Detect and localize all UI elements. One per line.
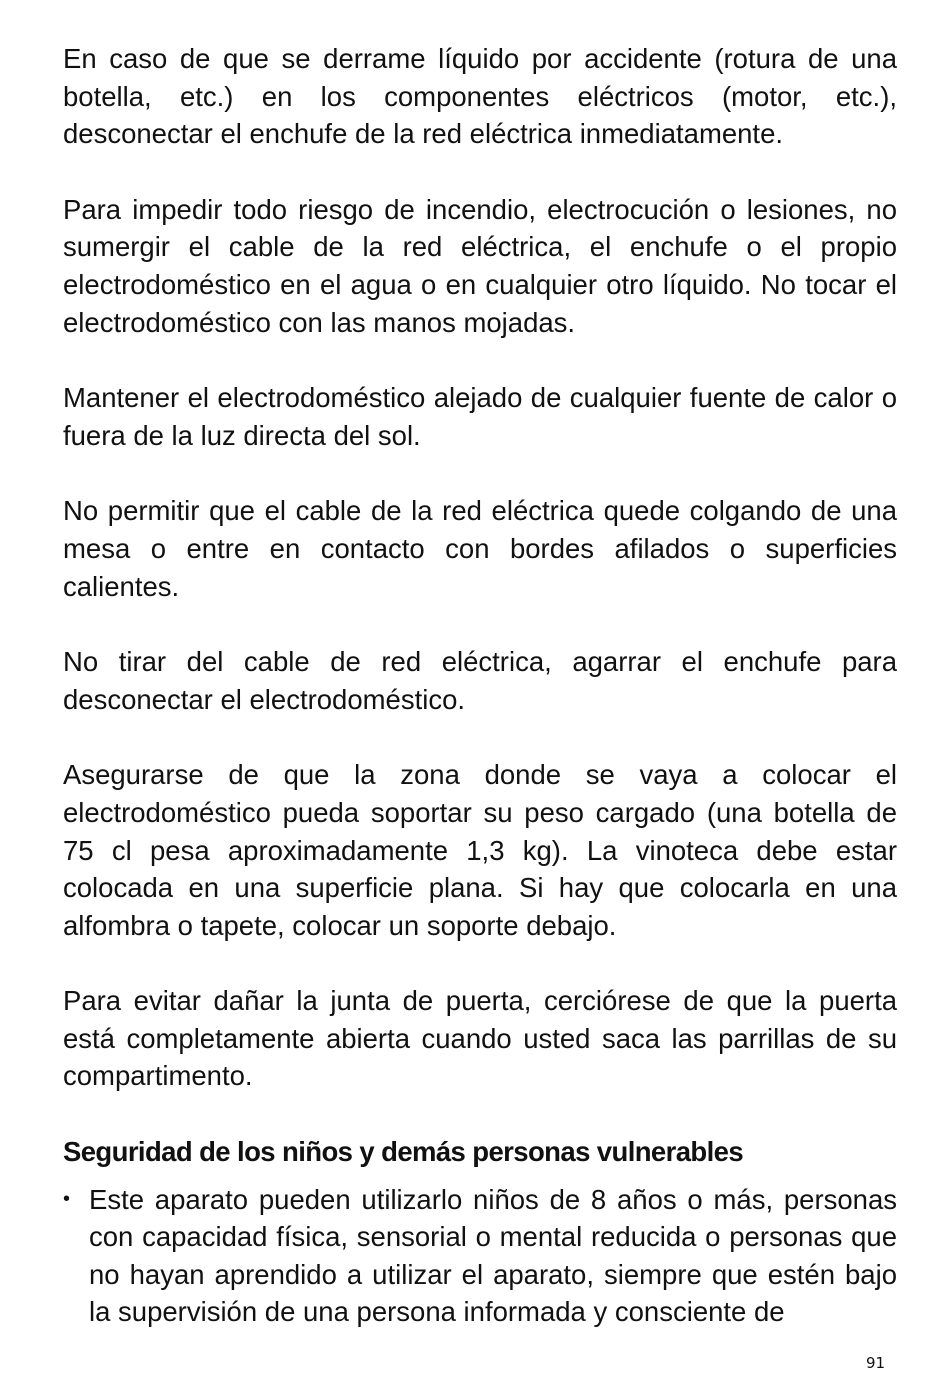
paragraph-door-gasket: Para evitar dañar la junta de puerta, cerciórese de que la puerta está completamente abierta cuando usted saca las parrillas de su compartimento. — [63, 985, 897, 1092]
document-page — [63, 40, 897, 1331]
paragraph-liquid-spill: En caso de que se derrame líquido por accidente (rotura de una botella, etc.) en los componentes eléctricos (motor, etc.), desconectar el enchufe de la red eléctrica inmediatamente. — [63, 43, 897, 150]
bullet-text: Este aparato pueden utilizarlo niños de 8 años o más, personas con capacidad física, sensorial o mental reducida o personas que no hayan aprendido a utilizar el aparato, siempre que estén bajo la supervisión de una persona informada y consciente de — [89, 1183, 897, 1328]
paragraph-floor-weight: Asegurarse de que la zona donde se vaya a colocar el electrodoméstico pueda soportar su peso cargado (una botella de 75 cl pesa aproximadamente 1,3 kg). La vinoteca debe estar colocada en una superficie plana. Si hay que colocarla en una alfombra o tapete, colocar un soporte debajo. — [63, 759, 897, 941]
bullet-list-item — [63, 1181, 897, 1331]
paragraph-pull-cable: No tirar del cable de red eléctrica, agarrar el enchufe para desconectar el electrodoméstico. — [63, 646, 897, 715]
section-heading: Seguridad de los niños y demás personas vulnerables — [63, 1136, 744, 1168]
paragraph-heat-source: Mantener el electrodoméstico alejado de cualquier fuente de calor o fuera de la luz directa del sol. — [63, 382, 897, 451]
page-number: 91 — [866, 1354, 886, 1372]
bullet-icon: • — [63, 1187, 71, 1210]
paragraph-cable-hanging: No permitir que el cable de la red eléctrica quede colgando de una mesa o entre en contacto con bordes afilados o superficies calientes. — [63, 495, 897, 602]
paragraph-electrocution-risk: Para impedir todo riesgo de incendio, electrocución o lesiones, no sumergir el cable de la red eléctrica, el enchufe o el propio electrodoméstico en el agua o en cualquier otro líquido. No tocar el electrodoméstico con las manos mojadas. — [63, 193, 897, 338]
